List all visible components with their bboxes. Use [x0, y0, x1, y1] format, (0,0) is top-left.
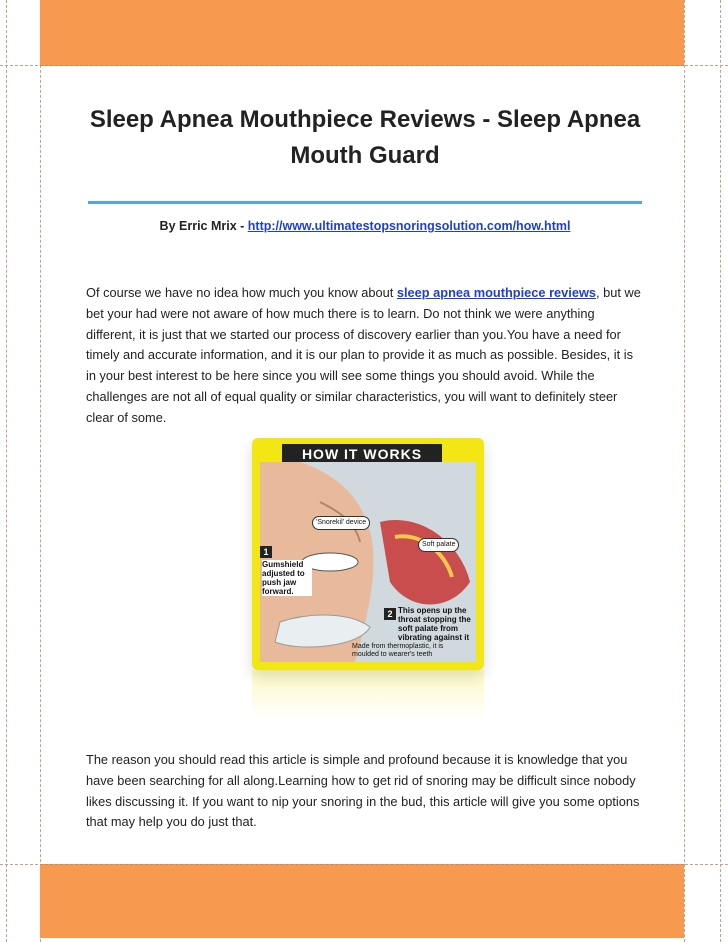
paragraph-reason: The reason you should read this article is simple and profound because it is knowledge that you have been searching for all along.Learning how to get rid of snoring may be difficult since nobody likes discussing it. If you want to nip your snoring in the bud, this article will give you some options that may help you do just that.	[86, 752, 640, 830]
step-1-badge: 1	[260, 546, 272, 558]
figure-header: HOW IT WORKS	[282, 444, 442, 464]
byline-author: By Erric Mrix -	[159, 219, 248, 233]
margin-line-right-outer	[720, 0, 721, 942]
step-1-text: Gumshield adjusted to push jaw forward.	[262, 560, 312, 596]
paragraph-intro-text-start: Of course we have no idea how much you know about	[86, 285, 397, 300]
footer-band	[40, 864, 684, 938]
header-band	[40, 0, 684, 66]
margin-line-left-inner	[40, 0, 41, 942]
paragraph-intro	[86, 283, 646, 429]
step-2-badge: 2	[384, 608, 396, 620]
sleep-apnea-reviews-link[interactable]: sleep apnea mouthpiece reviews	[396, 285, 597, 300]
how-it-works-illustration	[252, 438, 484, 670]
title-rule	[88, 201, 642, 204]
snorekil-label: 'Snorekil' device	[312, 516, 370, 530]
step-2-text: This opens up the throat stopping the soft palate from vibrating against it	[398, 606, 471, 642]
margin-line-left-outer	[6, 0, 7, 942]
material-note: Made from thermoplastic, it is moulded to wearer's teeth	[352, 643, 444, 658]
byline	[88, 219, 642, 233]
soft-palate-label: Soft palate	[418, 538, 459, 552]
paragraph-intro-text-end: , but we bet your had were not aware of how much there is to learn. Do not think we were anything different, it is just that we started our process of discovery earlier than you.You have a need for timely and accurate information, and it is our plan to provide it as much as possible. Besides, it is in your best interest to be here since you will see some things you should avoid. While the challenges are not all of equal quality or similar characteristics, you will want to definitely steer clear of some.	[86, 285, 641, 425]
margin-line-right-inner	[684, 0, 685, 942]
byline-link[interactable]: http://www.ultimatestopsnoringsolution.com/how.html	[247, 219, 571, 233]
figure-reflection	[252, 670, 484, 720]
page-title: Sleep Apnea Mouthpiece Reviews - Sleep Apnea Mouth Guard	[89, 106, 641, 169]
